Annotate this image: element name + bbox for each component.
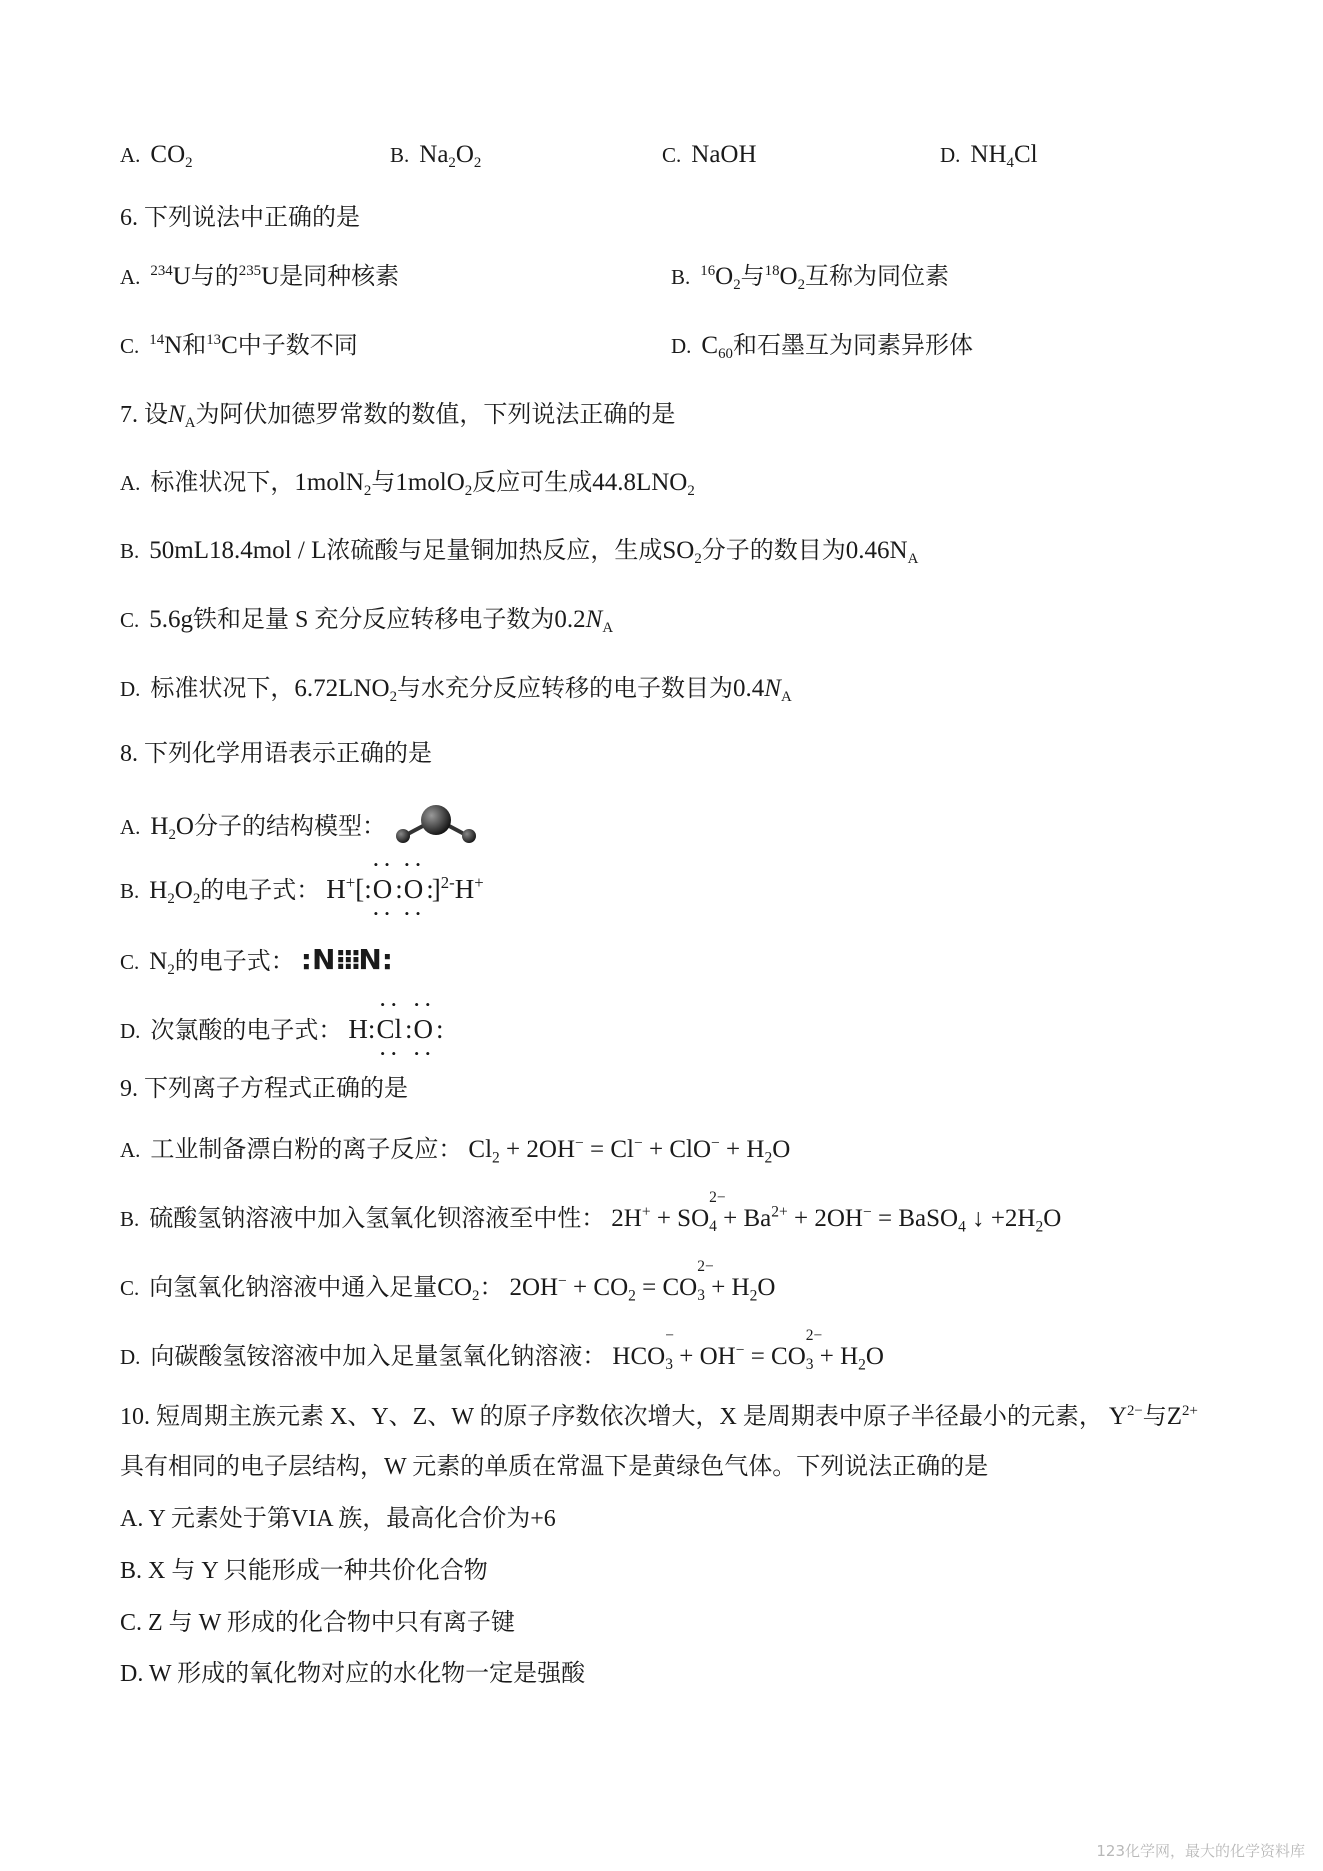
q7-option-b: B. 50mL18.4mol / L浓硫酸与足量铜加热反应，生成$SO_2$分子的数目为$0.46N_A$ <box>120 537 919 568</box>
q6-option-a: A. $^{234}$U与的$^{235}$U是同种核素 <box>120 263 400 290</box>
q7-option-a: A. 标准状况下，1molN$_2$与1molO$_2$反应可生成$44.8LNO_2$ <box>120 469 695 500</box>
q6-option-d: D. $C_{60}$和石墨互为同素异形体 <box>671 332 973 363</box>
q6-options-cd <box>120 331 973 361</box>
q10-stem-line1: 10. 短周期主族元素 X、Y、Z、W 的原子序数依次增大，X 是周期表中原子半径最小的元素， $Y^{2-}$与$Z^{2+}$ <box>120 1403 1198 1430</box>
q8-stem: 8. 下列化学用语表示正确的是 <box>120 741 432 767</box>
q6-option-b: B. $^{16}O_2$与$^{18}O_2$互称为同位素 <box>671 263 950 294</box>
site-watermark: 123化学网，最大的化学资料库 <box>1096 1842 1305 1860</box>
q10-option-b: B. X 与 Y 只能形成一种共价化合物 <box>120 1558 488 1584</box>
hclo-electron-formula: H:• • Cl • • :• • O • • : <box>348 1014 441 1044</box>
q8-option-a: A. $H_2O$分子的结构模型： <box>120 802 484 848</box>
q9-d-equation: HCO $_{- 3}$ + OH− = CO $_{2- 3} + H_2O$ <box>612 1326 884 1374</box>
water-molecule-model-image <box>392 802 484 848</box>
q9-b-equation: 2H+ + SO $_{2- 4} + Ba^{2+} + 2OH^-$ = BaSO$_4$ ↓ $+2H_2O$ <box>611 1188 1062 1236</box>
q10-option-c: C. Z 与 W 形成的化合物中只有离子键 <box>120 1610 515 1636</box>
n2-electron-formula: :N⁝⁝⁝N: <box>300 943 393 976</box>
q5-option-d: D. $NH_4Cl$ <box>940 141 1038 172</box>
q8-option-d: D. 次氯酸的电子式： H:• • Cl • • :• • O • • : <box>120 1013 441 1046</box>
q6-stem: 6. 下列说法中正确的是 <box>120 205 360 231</box>
q5-option-c: C. NaOH <box>662 141 757 168</box>
q7-stem: 7. 设$N_A$为阿伏加德罗常数的数值，下列说法正确的是 <box>120 401 676 432</box>
q10-stem-line2: 具有相同的电子层结构，W 元素的单质在常温下是黄绿色气体。下列说法正确的是 <box>120 1454 989 1480</box>
q6-option-c: C. $^{14}$N和$^{13}$C中子数不同 <box>120 332 358 359</box>
q10-option-d: D. W 形成的氧化物对应的水化物一定是强酸 <box>120 1661 586 1687</box>
q9-option-c: C. 向氢氧化钠溶液中通入足量$CO_2$： $2OH^- + CO_2$ = CO $_{2- 3} + H_2O$ <box>120 1257 776 1305</box>
q10-option-a: A. Y 元素处于第VIA 族，最高化合价为+6 <box>120 1506 556 1532</box>
q8-option-b: B. $H_2O_2$的电子式： H+[:• • O • • :• • O • • :]$^{2-}$H+ <box>120 873 484 906</box>
q9-option-a: A. 工业制备漂白粉的离子反应： $Cl_2 + 2OH^- = Cl^- + ClO^- + H_2O$ <box>120 1134 791 1167</box>
q8-option-c: C. $N_2$的电子式： :N⁝⁝⁝N: <box>120 943 393 979</box>
q5-option-a: A. $CO_2$ <box>120 141 193 172</box>
q9-option-b: B. 硫酸氢钠溶液中加入氢氧化钡溶液至中性： 2H+ + SO $_{2- 4} + Ba^{2+} + 2OH^-$ = BaSO$_4$ ↓ $+2H_2O$ <box>120 1188 1062 1236</box>
q7-option-c: C. 5.6g铁和足量 S 充分反应转移电子数为$0.2N_A$ <box>120 606 614 637</box>
h2o2-electron-formula: H+[:• • O • • :• • O • • :]$^{2-}$H+ <box>326 874 483 904</box>
q5-options <box>120 140 1038 170</box>
q5-option-b: B. $Na_2O_2$ <box>390 141 482 172</box>
q9-stem: 9. 下列离子方程式正确的是 <box>120 1076 408 1102</box>
q9-a-equation: $Cl_2 + 2OH^- = Cl^- + ClO^- + H_2O$ <box>468 1134 791 1167</box>
q7-option-d: D. 标准状况下，$6.72LNO_2$与水充分反应转移的电子数目为$0.4N_A$ <box>120 675 792 706</box>
q9-c-equation: $2OH^- + CO_2$ = CO $_{2- 3} + H_2O$ <box>509 1257 776 1305</box>
q6-options-ab <box>120 262 949 292</box>
q9-option-d: D. 向碳酸氢铵溶液中加入足量氢氧化钠溶液： HCO $_{- 3}$ + OH− = CO $_{2- 3} + H_2O$ <box>120 1326 884 1374</box>
